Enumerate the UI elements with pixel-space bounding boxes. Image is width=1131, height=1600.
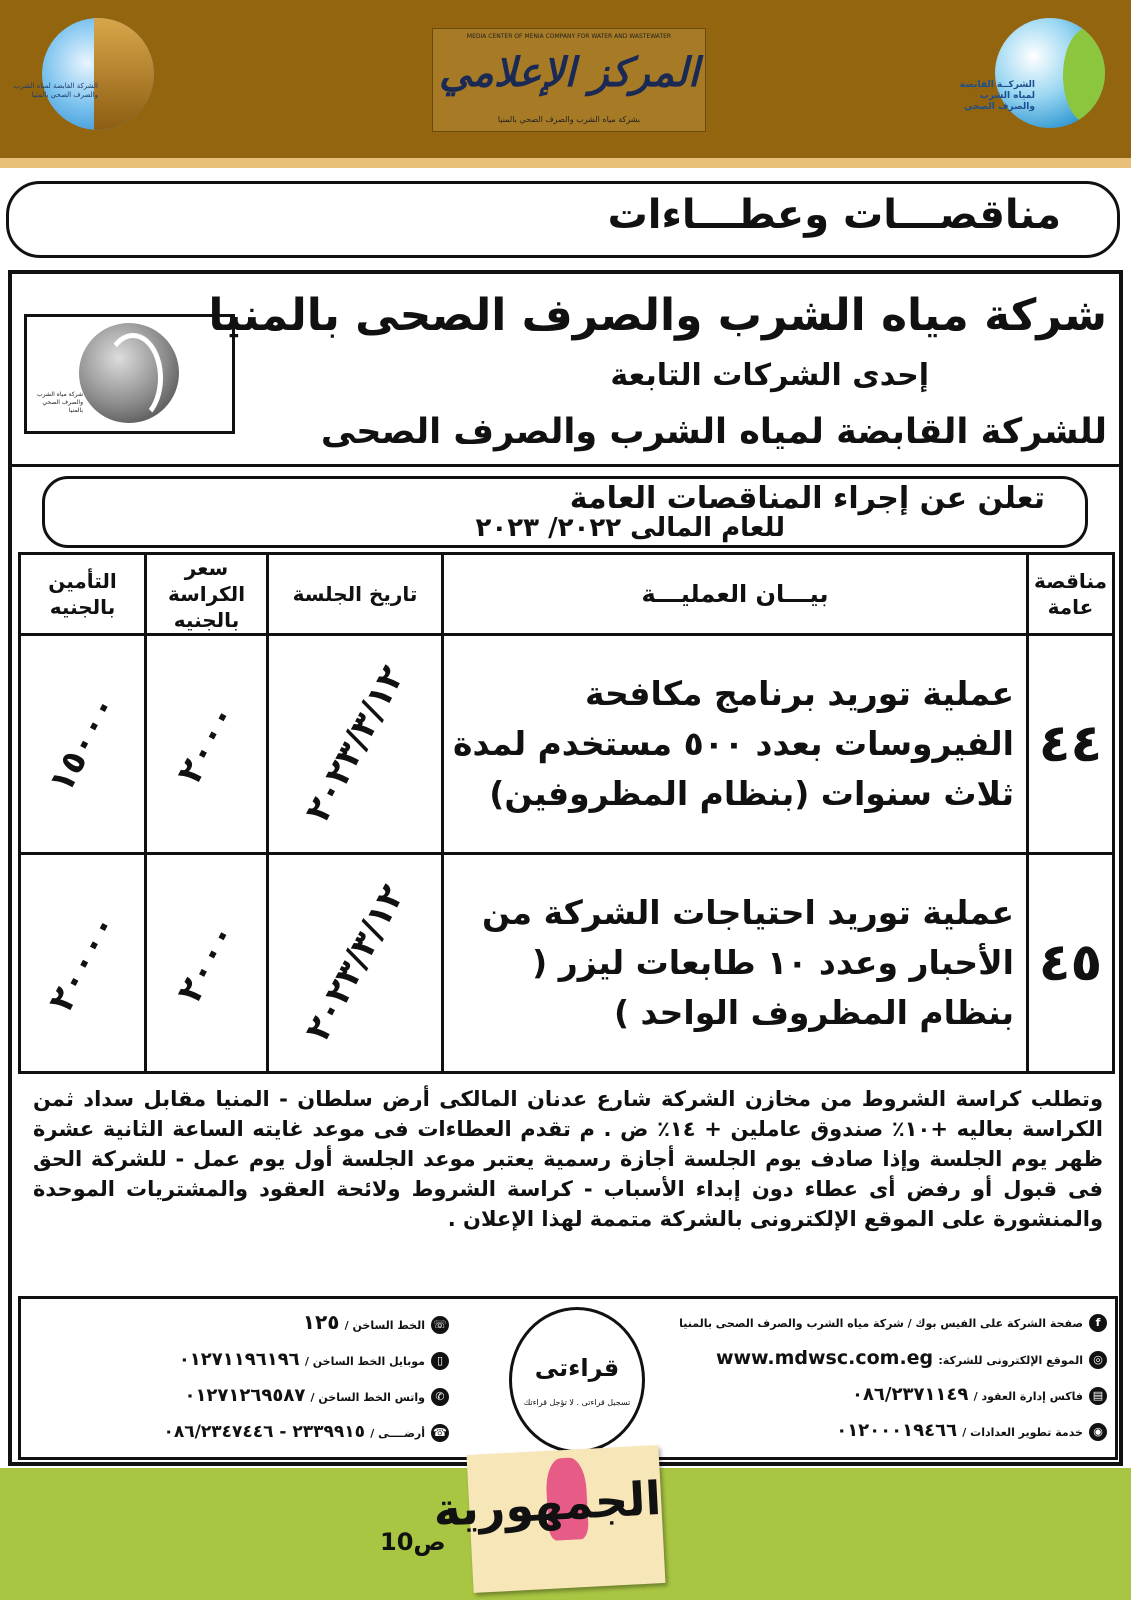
whatsapp-row	[29, 1379, 449, 1415]
header-tender-no: مناقصة عامة	[1028, 554, 1114, 635]
mobile-row	[29, 1343, 449, 1379]
company-logo-caption: شركة مياه الشرب والصرف الصحي بالمنيا	[36, 391, 83, 414]
session-date-cell	[268, 635, 443, 854]
campaign-name: قراءتى	[534, 1354, 620, 1382]
left-logo-caption: الشركة القابضة لمياه الشرب والصرف الصحي بالمنيا	[13, 82, 98, 99]
header-description: بيـــان العمليـــة	[443, 554, 1028, 635]
hotline-icon: ☏	[431, 1316, 449, 1334]
media-center-logo-en: MEDIA CENTER OF MENIA COMPANY FOR WATER AND WASTEWATER	[466, 33, 672, 40]
header-session-date: تاريخ الجلسة	[268, 554, 443, 635]
tender-number: ٤٥	[1028, 854, 1114, 1073]
fax-icon: ▤	[1089, 1387, 1107, 1405]
mobile-label: موبايل الخط الساخن /	[304, 1355, 425, 1368]
mobile-number: ٠١٢٧١١٩٦١٩٦	[178, 1349, 300, 1370]
contact-column-left	[29, 1305, 449, 1451]
meters-number: ٠١٢٠٠٠١٩٤٦٦	[836, 1420, 958, 1441]
tender-description: عملية توريد برنامج مكافحة الفيروسات بعدد ٥٠٠ مستخدم لمدة ثلاث سنوات (بنظام المظروفين)	[443, 635, 1028, 854]
insurance: ٢٠٠٠٠	[40, 907, 125, 1019]
newspaper-name: الجمهورية	[432, 1471, 663, 1537]
phone-icon: ☎	[431, 1424, 449, 1442]
session-date-cell	[268, 854, 443, 1073]
landline-number: ٢٣٣٩٩١٥ - ٠٨٦/٢٣٤٧٤٤٦	[163, 1422, 366, 1442]
fax-row	[687, 1378, 1107, 1414]
announcement-line-1: تعلن عن إجراء المناقصات العامة	[569, 481, 1045, 516]
section-title: مناقصـــات وعطـــاءات	[607, 192, 1061, 238]
company-subtitle-2: للشركة القابضة لمياه الشرب والصرف الصحى	[320, 412, 1107, 452]
holding-logo-left	[42, 18, 154, 130]
company-subtitle-1: إحدى الشركات التابعة	[610, 358, 929, 393]
right-logo-caption: الشركــة القابضة لمياه الشرب والصرف الصحي	[959, 80, 1035, 112]
meters-row	[687, 1414, 1107, 1450]
contact-box	[18, 1296, 1118, 1460]
fax-number: ٠٨٦/٢٣٧١١٤٩	[851, 1384, 969, 1405]
header-stripe	[0, 158, 1131, 168]
newspaper-logo	[432, 1445, 666, 1593]
tender-terms: وتطلب كراسة الشروط من مخازن الشركة شارع عدنان المالكى أرض سلطان - المنيا مقابل سداد ثمن الكراسة بعاليه +١٠٪ صندوق عاملين + ١٤٪ ض . م تقدم العطاءات فى موعد غايته الساعة الثانية عشرة ظهر يوم الجلسة وإذا صادف يوم الجلسة أجازة رسمية يعتبر موعد الجلسة أول يوم عمل - للشركة الحق فى قبول أو رفض أى عطاء دون إبداء الأسباب - كراسة الشروط ولائحة العقود والمشتريات الموحدة والمنشورة على الموقع الإلكترونى بالشركة متممة لهذا الإعلان .	[33, 1087, 1103, 1231]
media-center-logo-ar: المركز الإعلامي	[439, 49, 699, 96]
facebook-icon: f	[1089, 1314, 1107, 1332]
website-row	[687, 1341, 1107, 1378]
tender-description: عملية توريد احتياجات الشركة من الأحبار وعدد ١٠ طابعات ليزر ( بنظام المظروف الواحد )	[443, 854, 1028, 1073]
website-label: الموقع الإلكترونى للشركة:	[938, 1354, 1083, 1367]
facebook-row	[679, 1305, 1107, 1341]
tender-number: ٤٤	[1028, 635, 1114, 854]
table-row	[20, 635, 1114, 854]
page-number: ص10	[380, 1528, 446, 1556]
header-insurance: التأمين بالجنيه	[20, 554, 146, 635]
announcement-box	[42, 476, 1088, 548]
globe-icon: ◎	[1089, 1351, 1107, 1369]
media-center-logo	[432, 28, 706, 132]
header-booklet-price: سعر الكراسة بالجنيه	[146, 554, 268, 635]
mobile-icon: ▯	[431, 1352, 449, 1370]
meter-icon: ◉	[1089, 1423, 1107, 1441]
hotline-row	[29, 1305, 449, 1343]
section-header	[6, 181, 1120, 258]
table-row	[20, 854, 1114, 1073]
booklet-price: ٢٠٠٠	[169, 916, 244, 1010]
session-date: ٢٠٢٣/٣/١٢	[297, 878, 413, 1048]
booklet-price-cell	[146, 854, 268, 1073]
qiraati-campaign-logo	[509, 1307, 645, 1453]
hotline-label: الخط الساخن /	[344, 1319, 425, 1332]
company-logo	[24, 314, 235, 434]
insurance-cell	[20, 854, 146, 1073]
landline-label: أرضــــى /	[370, 1427, 425, 1440]
insurance: ١٥٠٠٠	[40, 688, 125, 800]
media-center-logo-sub: بشركة مياه الشرب والصرف الصحي بالمنيا	[497, 115, 641, 124]
announcement-line-2: للعام المالى ٢٠٢٢/ ٢٠٢٣	[475, 513, 785, 543]
booklet-price: ٢٠٠٠	[169, 697, 244, 791]
landline-row	[29, 1415, 449, 1451]
session-date: ٢٠٢٣/٣/١٢	[297, 659, 413, 829]
facebook-text[interactable]: صفحة الشركة على الفيس بوك / شركة مياه الشرب والصرف الصحى بالمنيا	[679, 1317, 1083, 1330]
campaign-subtitle: تسجيل قراءتى . لا تؤجل قراءتك	[523, 1398, 631, 1407]
contact-column-right	[679, 1305, 1107, 1450]
water-swirl-icon	[103, 333, 163, 423]
leaf-arc-icon	[1063, 28, 1105, 123]
company-name: شركة مياه الشرب والصرف الصحى بالمنيا	[208, 290, 1107, 341]
website-link[interactable]: www.mdwsc.com.eg	[715, 1347, 934, 1369]
hotline-number: ١٢٥	[302, 1310, 340, 1334]
booklet-price-cell	[146, 635, 268, 854]
meters-label: خدمة تطوير العدادات /	[962, 1426, 1083, 1439]
fax-label: فاكس إدارة العقود /	[973, 1390, 1083, 1403]
whatsapp-icon: ✆	[431, 1388, 449, 1406]
tender-advertisement	[8, 270, 1123, 1466]
divider	[12, 464, 1119, 467]
table-header-row	[20, 554, 1114, 635]
insurance-cell	[20, 635, 146, 854]
whatsapp-number: ٠١٢٧١٢٦٩٥٨٧	[184, 1385, 306, 1406]
whatsapp-label: واتس الخط الساخن /	[310, 1391, 425, 1404]
tenders-table	[18, 552, 1115, 1074]
